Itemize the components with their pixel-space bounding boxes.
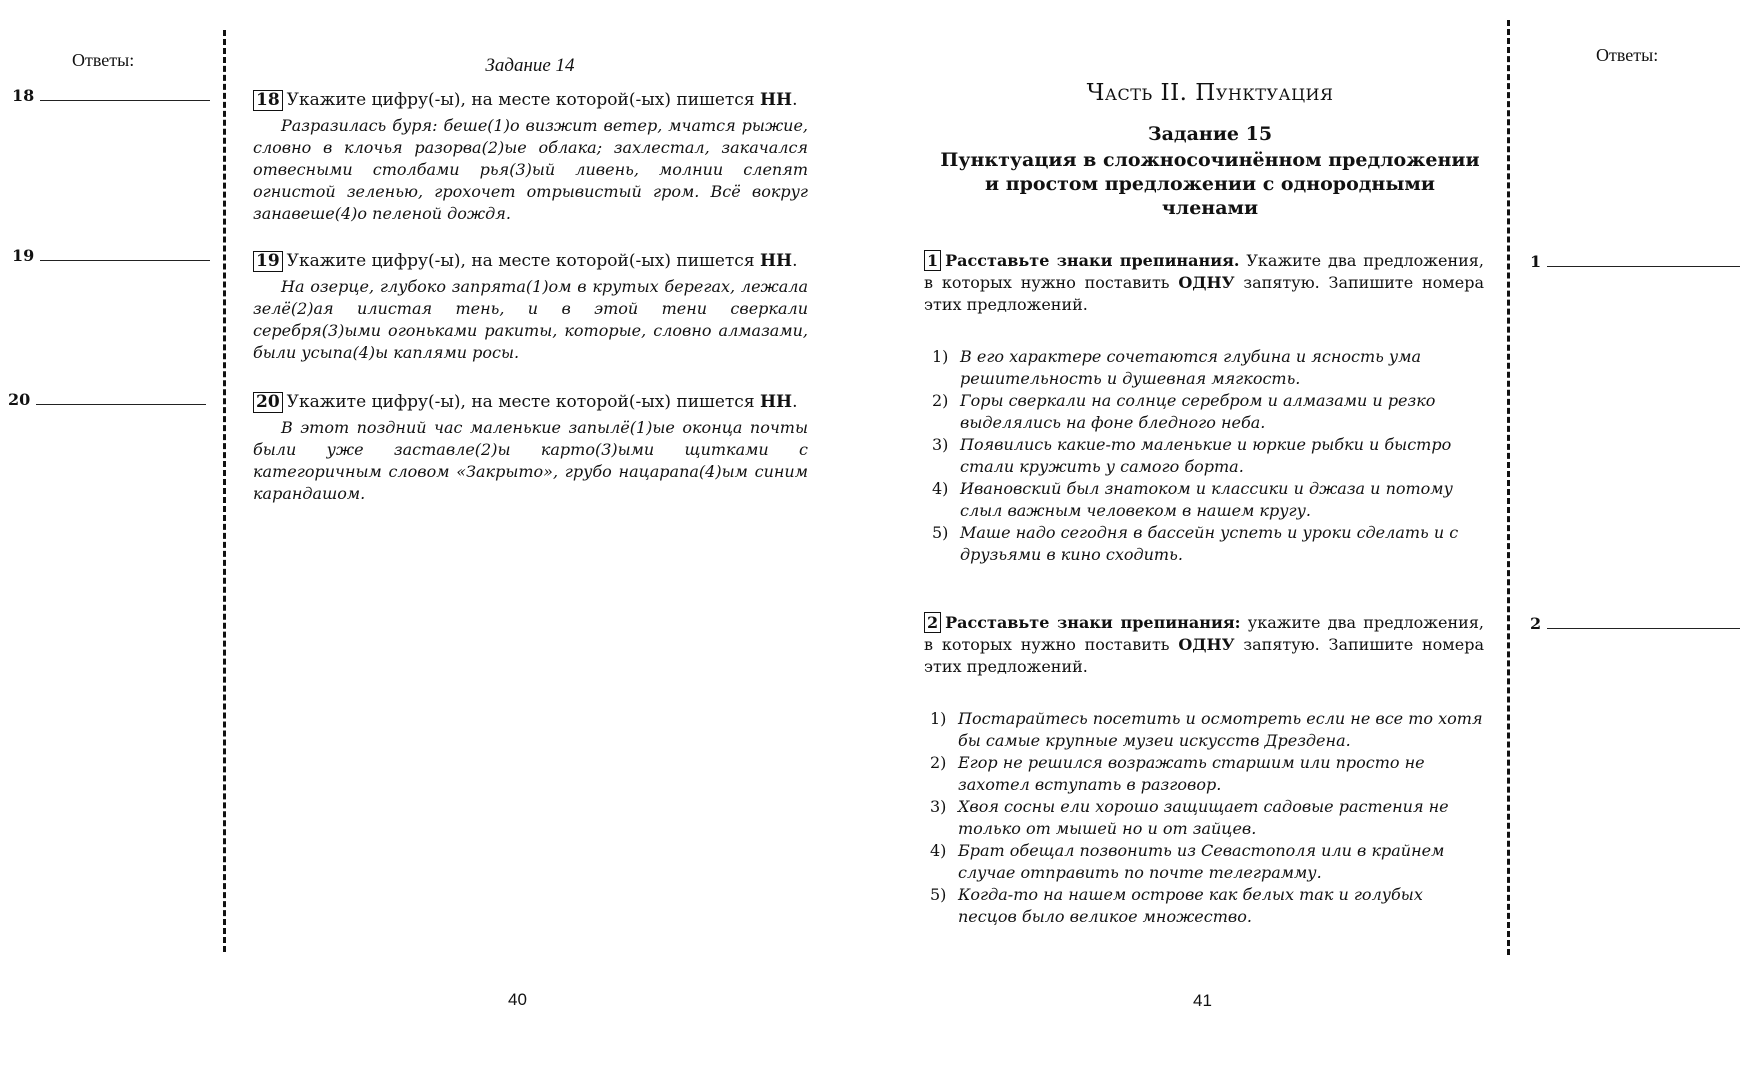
task-title-line: Пунктуация в сложносочинённом предложении (940, 149, 1480, 171)
question-text: На озерце, глубоко запрята(1)ом в крутых берегах, лежала зелё(2)ая илистая тень, и в этой тени сверкали серебря(3)ыми огоньками ракиты, которые, словно алмазами, были усыпа(4)ы каплями росы. (253, 277, 808, 362)
instruction-bold: ОДНУ (1178, 273, 1235, 292)
answer-line[interactable] (40, 100, 210, 101)
prompt-end: . (792, 90, 798, 110)
prompt-end: . (792, 392, 798, 412)
prompt-bold: НН (759, 392, 793, 412)
instruction-bold: Расставьте знаки препинания: (945, 613, 1241, 632)
answer-field-18[interactable] (12, 86, 210, 105)
question-19 (253, 250, 808, 364)
sentence-text: В его характере сочетаются глубина и ясность ума решительность и душевная мягкость. (960, 347, 1421, 388)
sentence-item (930, 840, 1484, 884)
question-20 (253, 391, 808, 505)
task-title (910, 148, 1510, 220)
sentence-text: Появились какие-то маленькие и юркие рыбки и быстро стали кружить у самого борта. (960, 435, 1452, 476)
question-prompt (253, 89, 808, 111)
question-number-box: 20 (253, 392, 283, 413)
answer-line[interactable] (40, 260, 210, 261)
sentence-item (932, 478, 1484, 522)
sentence-item (930, 884, 1484, 928)
prompt-text: Укажите цифру(-ы), на месте которой(-ых) пишется (286, 90, 760, 110)
task-title-line: и простом предложении с однородными (985, 173, 1435, 195)
sentence-text: Когда-то на нашем острове как белых так и голубых песцов было великое множество. (958, 885, 1423, 926)
question-1 (924, 250, 1484, 566)
sentence-text: Брат обещал позвонить из Севастополя или в крайнем случае отправить по почте телеграмму. (958, 841, 1445, 882)
sentence-item (932, 346, 1484, 390)
cut-line-right (1507, 20, 1510, 955)
sentence-number: 3) (932, 435, 949, 454)
sentence-item (932, 522, 1484, 566)
task-heading: Задание 14 (485, 55, 575, 76)
instruction-bold: ОДНУ (1178, 635, 1235, 654)
sentence-item (930, 752, 1484, 796)
question-number-box: 18 (253, 90, 283, 111)
question-number-box: 19 (253, 251, 283, 272)
sentence-number: 2) (930, 753, 947, 772)
answer-field-20[interactable] (8, 390, 206, 409)
answer-number: 18 (12, 86, 35, 105)
answer-field-2[interactable] (1530, 614, 1740, 633)
answer-line[interactable] (1547, 266, 1740, 267)
part-title: Часть II. Пунктуация (1086, 80, 1334, 106)
answer-number: 1 (1530, 252, 1542, 271)
instruction-text: запятую. Запишите номера этих предложений. (924, 273, 1484, 314)
page-number-left: 40 (508, 990, 527, 1009)
answers-title-left: Ответы: (72, 50, 135, 70)
task-number: Задание 15 (1147, 123, 1273, 145)
question-2 (924, 612, 1484, 928)
sentence-text: Маше надо сегодня в бассейн успеть и уроки сделать и с друзьями в кино сходить. (960, 523, 1459, 564)
sentence-number: 1) (932, 347, 949, 366)
question-instruction (924, 250, 1484, 316)
instruction-text: укажите два предложения, в которых нужно поставить (924, 613, 1484, 654)
cut-line-left (223, 30, 226, 952)
answer-number: 2 (1530, 614, 1542, 633)
sentence-item (932, 390, 1484, 434)
sentence-number: 5) (930, 885, 947, 904)
sentence-list (924, 708, 1484, 928)
prompt-end: . (792, 251, 798, 271)
answer-field-1[interactable] (1530, 252, 1740, 271)
sentence-text: Егор не решился возражать старшим или просто не захотел вступать в разговор. (958, 753, 1425, 794)
answer-field-19[interactable] (12, 246, 210, 265)
sentence-item (930, 796, 1484, 840)
sentence-number: 5) (932, 523, 949, 542)
question-text: В этот поздний час маленькие запылё(1)ые оконца почты были уже заставле(2)ы карто(3)ыми щитками с категоричным словом «Закрыто», грубо нацарапа(4)ым синим карандашом. (253, 418, 808, 503)
sentence-item (932, 434, 1484, 478)
sentence-text: Постарайтесь посетить и осмотреть если не все то хотя бы самые крупные музеи искусств Дрездена. (958, 709, 1483, 750)
question-18 (253, 89, 808, 225)
instruction-bold: Расставьте знаки препинания. (945, 251, 1240, 270)
page-number-right: 41 (1193, 991, 1212, 1010)
prompt-bold: НН (759, 90, 793, 110)
instruction-text: Укажите два предложения, в которых нужно поставить (924, 251, 1484, 292)
question-text: Разразилась буря: беше(1)о визжит ветер, мчатся рыжие, словно в клочья разорва(2)ые облака; захлестал, закачался отвесными столбами рья(3)ый ливень, молнии слепят огнистой зеленью, грохочет отрывистый гром. Всё вокруг занавеше(4)о пеленой дождя. (253, 116, 808, 223)
answer-line[interactable] (1547, 628, 1740, 629)
sentence-list (924, 346, 1484, 566)
question-number-box: 2 (924, 612, 941, 633)
question-instruction (924, 612, 1484, 678)
sentence-number: 4) (930, 841, 947, 860)
task-title-line: членами (1161, 197, 1259, 219)
answer-line[interactable] (36, 404, 206, 405)
sentence-number: 2) (932, 391, 949, 410)
prompt-text: Укажите цифру(-ы), на месте которой(-ых) пишется (286, 392, 760, 412)
sentence-item (930, 708, 1484, 752)
sentence-text: Горы сверкали на солнце серебром и алмазами и резко выделялись на фоне бледного неба. (960, 391, 1436, 432)
sentence-number: 1) (930, 709, 947, 728)
prompt-text: Укажите цифру(-ы), на месте которой(-ых) пишется (286, 251, 760, 271)
answer-number: 19 (12, 246, 35, 265)
instruction-text: запятую. Запишите номера этих предложений. (924, 635, 1484, 676)
question-number-box: 1 (924, 250, 941, 271)
question-prompt (253, 391, 808, 413)
answer-number: 20 (8, 390, 31, 409)
question-prompt (253, 250, 808, 272)
prompt-bold: НН (759, 251, 793, 271)
sentence-number: 4) (932, 479, 949, 498)
sentence-text: Хвоя сосны ели хорошо защищает садовые растения не только от мышей но и от зайцев. (958, 797, 1449, 838)
sentence-number: 3) (930, 797, 947, 816)
sentence-text: Ивановский был знатоком и классики и джаза и потому слыл важным человеком в нашем кругу. (960, 479, 1453, 520)
answers-title-right: Ответы: (1596, 45, 1659, 65)
